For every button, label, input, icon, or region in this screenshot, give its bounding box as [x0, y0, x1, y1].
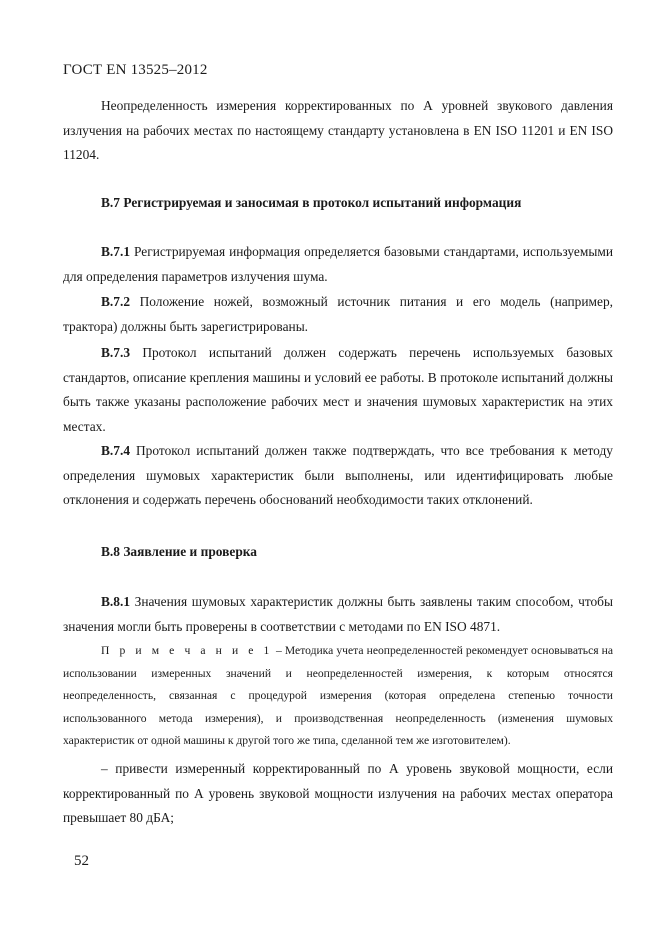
- document-header: ГОСТ EN 13525–2012: [63, 62, 208, 78]
- section-b7-heading: В.7 Регистрируемая и заносимая в протокол испытаний информация: [101, 195, 522, 210]
- clause-b7-2: [63, 290, 613, 339]
- intro-paragraph: Неопределенность измерения корректированных по А уровней звукового давления излучения на рабочих местах по настоящему стандарту установлена в EN ISO 11201 и EN ISO 11204.: [63, 98, 613, 162]
- note-1: [63, 640, 613, 753]
- note-text: – Методика учета неопределенностей рекомендует основываться на использовании измеренных значений и неопределенностей измерения, к которым относятся неопределенность, связанная с процедурой измерения (которая определена степенью точности использованного метода измерения), и производственная неопределенность (изменения шумовых характеристик от одной машины к другой того же типа, сделанной тем же изготовителем).: [63, 644, 614, 747]
- clause-number: В.7.3: [101, 345, 131, 360]
- page-number: 52: [74, 853, 89, 869]
- clause-b7-4: [63, 439, 613, 513]
- clause-text: Протокол испытаний должен содержать перечень используемых базовых стандартов, описание крепления машины и условий ее работы. В протоколе испытаний должны быть также указаны расположение рабочих мест и значения шумовых характеристик на этих местах.: [63, 345, 613, 434]
- clause-number: В.7.4: [101, 443, 131, 458]
- clause-text: Значения шумовых характеристик должны быть заявлены таким способом, чтобы значения могли быть проверены в соответствии с методами по EN ISO 4871.: [63, 594, 613, 634]
- clause-number: В.7.1: [101, 244, 131, 259]
- clause-b7-3: [63, 341, 613, 439]
- dash-list-item: – привести измеренный корректированный по А уровень звуковой мощности, если корректированный по А уровень звуковой мощности излучения на рабочих местах оператора превышает 80 дБА;: [63, 761, 613, 825]
- clause-text: Регистрируемая информация определяется базовыми стандартами, используемыми для определения параметров излучения шума.: [63, 244, 613, 284]
- clause-text: Протокол испытаний должен также подтверждать, что все требования к методу определения шумовых характеристик были выполнены, или идентифицировать любые отклонения и содержать перечень обоснований необходимости таких отклонений.: [63, 443, 613, 507]
- clause-number: В.8.1: [101, 594, 131, 609]
- note-label: П р и м е ч а н и е 1: [101, 644, 273, 657]
- clause-b7-1: [63, 240, 613, 289]
- section-b8-heading: В.8 Заявление и проверка: [101, 544, 257, 559]
- clause-number: В.7.2: [101, 294, 131, 309]
- clause-b8-1: [63, 590, 613, 639]
- clause-text: Положение ножей, возможный источник питания и его модель (например, трактора) должны быть зарегистрированы.: [63, 294, 613, 334]
